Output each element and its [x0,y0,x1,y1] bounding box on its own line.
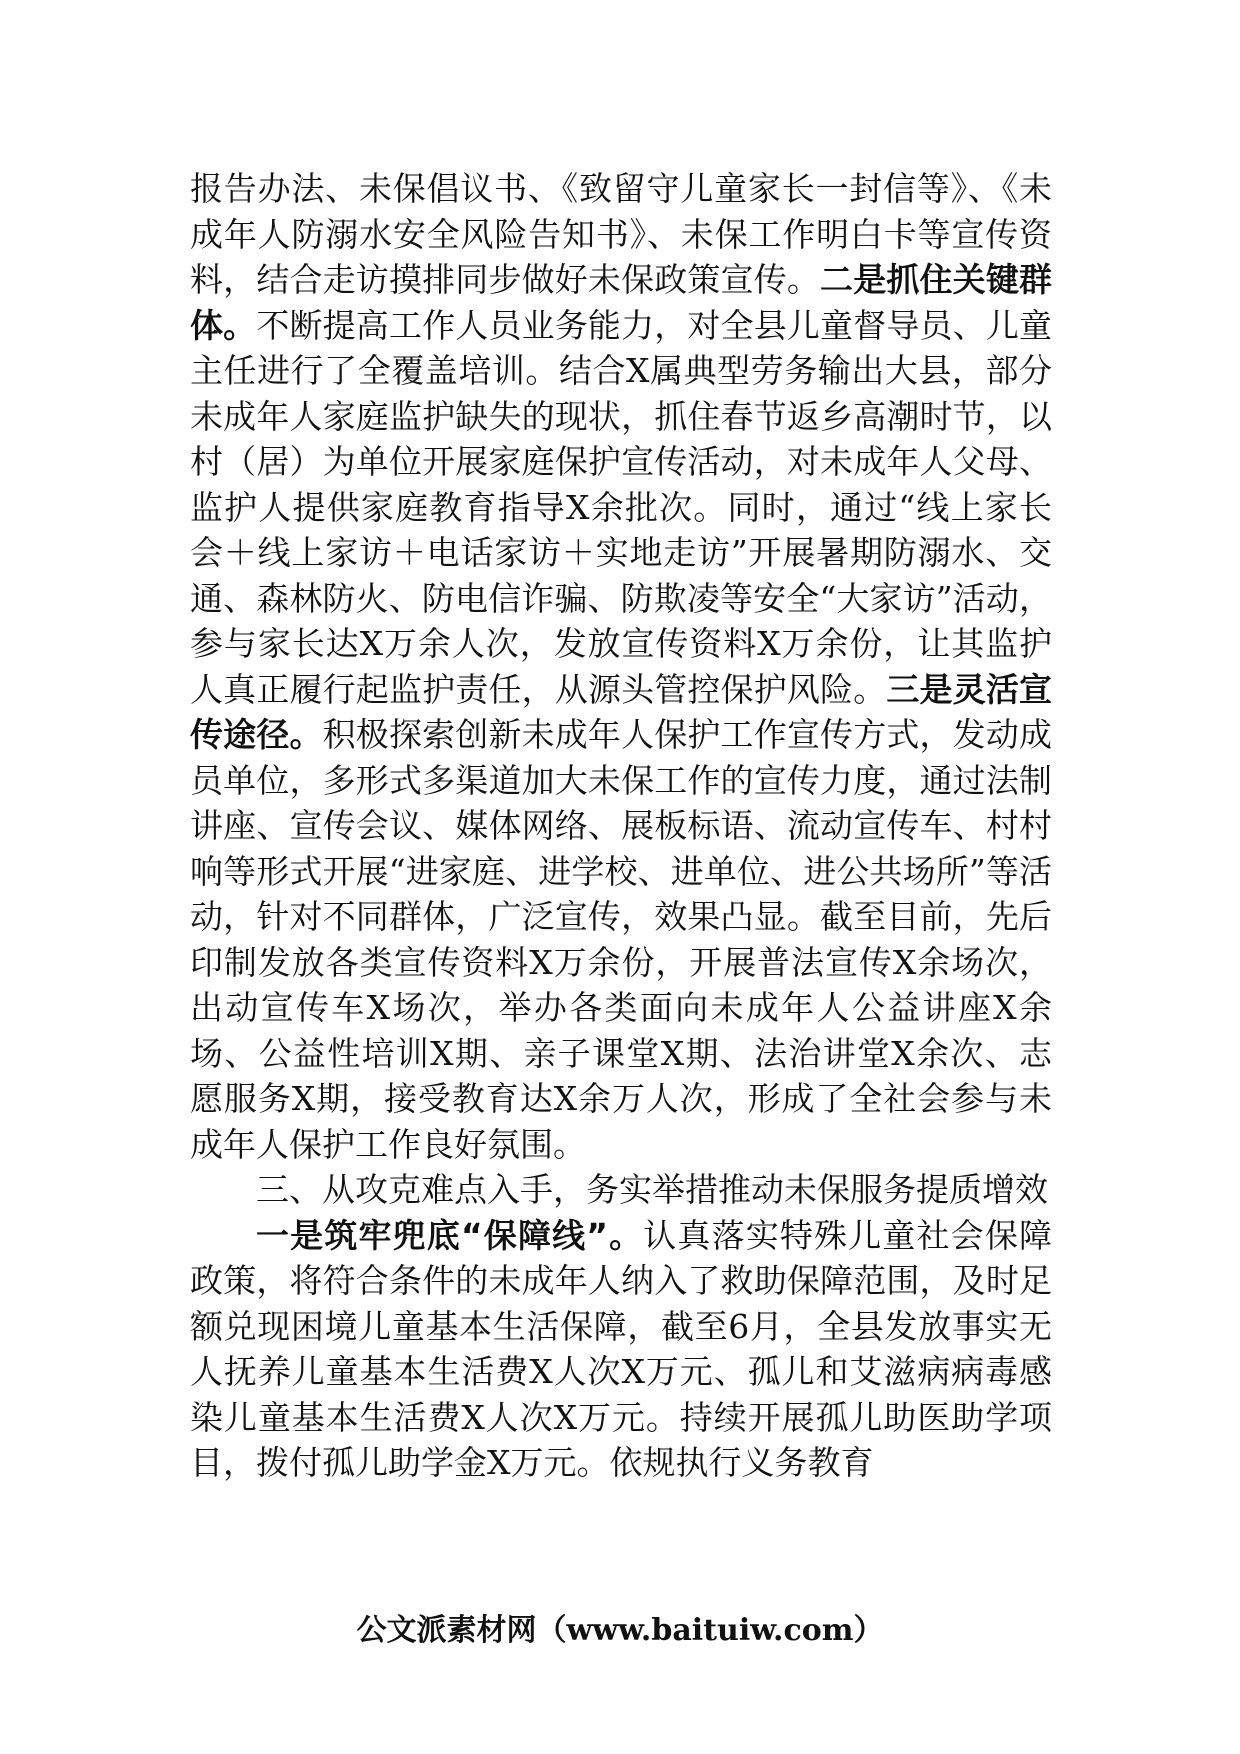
bold-lead-safety-line: 一是筑牢兜底“保障线”。 [256,1215,644,1255]
bold-lead-key-groups: 二是抓住关键群体。 [190,260,1053,345]
paragraph-safety-net [190,1213,1052,1486]
paragraph-text: 报告办法、未保倡议书、《致留守儿童家长一封信等》、《未成年人防溺水安全风险告知书》、未保工作明白卡等宣传资料，结合走访摸排同步做好未保政策宣传。 [190,169,1052,299]
section-heading-three: 三、从攻克难点入手，务实举措推动未保服务提质增效 [256,1170,1048,1209]
bold-lead-flexible-channels: 三是灵活宣传途径。 [190,669,1053,754]
paragraph-awareness-campaign [190,166,1052,1167]
paragraph-text: 不断提高工作人员业务能力，对全县儿童督导员、儿童主任进行了全覆盖培训。结合X属典型劳务输出大县，部分未成年人家庭监护缺失的现状，抓住春节返乡高潮时节，以村（居）为单位开展家庭保护宣传活动，对未成年人父母、监护人提供家庭教育指导X余批次。同时，通过“线上家长会＋线上家访＋电话家访＋实地走访”开展暑期防溺水、交通、森林防火、防电信诈骗、防欺凌等安全“大家访”活动，参与家长达X万余人次，发放宣传资料X万余份，让其监护人真正履行起监护责任，从源头管控保护风险。 [190,305,1053,709]
document-body [190,166,1052,1486]
paragraph-text: 积极探索创新未成年人保护工作宣传方式，发动成员单位，多形式多渠道加大未保工作的宣传力度，通过法制讲座、宣传会议、媒体网络、展板标语、流动宣传车、村村响等形式开展“进家庭、进学校、进单位、进公共场所”等活动，针对不同群体，广泛宣传，效果凸显。截至目前，先后印制发放各类宣传资料X万余份，开展普法宣传X余场次，出动宣传车X场次，举办各类面向未成年人公益讲座X余场、公益性培训X期、亲子课堂X期、法治讲堂X余次、志愿服务X期，接受教育达X余万人次，形成了全社会参与未成年人保护工作良好氛围。 [190,715,1053,1164]
footer-watermark: 公文派素材网（www.baituiw.com） [356,1613,884,1648]
paragraph-text: 认真落实特殊儿童社会保障政策，将符合条件的未成年人纳入了救助保障范围，及时足额兑现困境儿童基本生活保障，截至6月，全县发放事实无人抚养儿童基本生活费X人次X万元、孤儿和艾滋病病毒感染儿童基本生活费X人次X万元。持续开展孤儿助医助学项目，拨付孤儿助学金X万元。依规执行义务教育 [190,1215,1052,1482]
